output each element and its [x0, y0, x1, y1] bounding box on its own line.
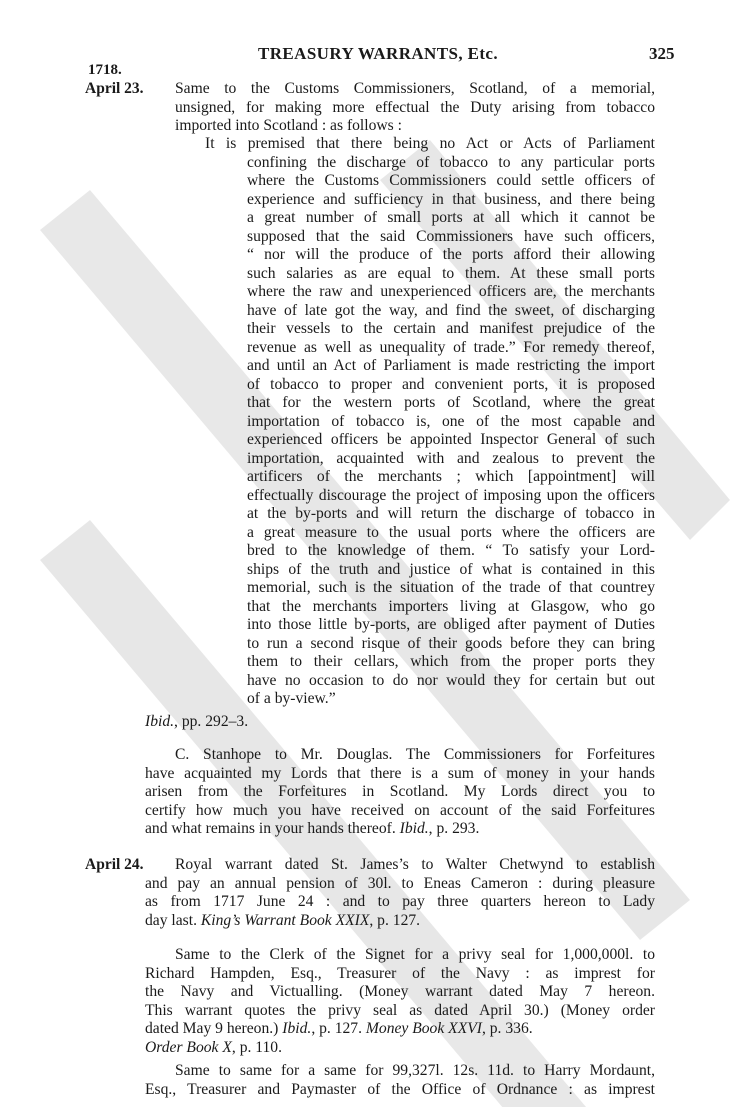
text-segment: day last. [145, 911, 197, 929]
entry-date: April 23. [85, 80, 144, 97]
memorial-quote [205, 135, 655, 709]
text-line: supposed that the said Commissioners have such officers, [247, 227, 655, 245]
text-line: have of late got the way, and find the sweet, of discharging [247, 301, 655, 319]
text-line: revenue as well as unequality of trade.” For remedy thereof, [247, 338, 655, 356]
text-line: have acquainted my Lords that there is a sum of money in your hands [145, 764, 655, 782]
running-header-title: TREASURY WARRANTS, Etc. [258, 44, 499, 63]
citation-ibid: Ibid. [145, 713, 175, 730]
entry-intro [175, 80, 655, 136]
text-line: where the raw and unexperienced officers are, the merchants [247, 283, 655, 300]
text-line: importation of tobacco is, one of the most capable and [247, 412, 655, 430]
citation-ibid: Ibid. [282, 1020, 312, 1037]
text-line: This warrant quotes the privy seal as dated April 30.) (Money order [145, 1001, 655, 1019]
citation-order-book: Order Book X [145, 1038, 232, 1056]
text-line: and pay an annual pension of 30l. to Eneas Cameron : during pleasure [145, 874, 655, 892]
text-line: certify how much you have received on account of the said Forfeitures [145, 801, 655, 819]
text-line: to run a second risque of their goods before they can bring [247, 634, 655, 652]
text-line: a great number of small ports at all which it cannot be [247, 209, 655, 226]
entry-ordnance [145, 1062, 655, 1099]
text-line: experienced officers be appointed Inspector General of such [247, 431, 655, 448]
text-line: ships of the truth and justice of what is contained in this [247, 560, 655, 578]
text-line: unsigned, for making more effectual the Duty arising from tobacco [175, 98, 655, 116]
text-line: “ nor will the produce of the ports afford their allowing [247, 246, 655, 263]
text-line: as from 1717 June 24 : and to pay three quarters hereon to Lady [145, 893, 655, 910]
text-line: Same to same for a same for 99,327l. 12s. 11d. to Harry Mordaunt, [175, 1062, 655, 1079]
text-line: C. Stanhope to Mr. Douglas. The Commissioners for Forfeitures [175, 746, 655, 763]
citation-page: , p. 293. [428, 820, 480, 837]
text-line [145, 1039, 655, 1058]
text-line [145, 1020, 655, 1039]
citation-page: , p. 110. [231, 1038, 283, 1056]
text-line: such salaries as are equal to them. At these small ports [247, 264, 655, 282]
citation-book: King’s Warrant Book XXIX [200, 911, 370, 929]
text-line: experience and sufficiency in that business, and there being [247, 190, 655, 208]
entry-date: April 24. [85, 856, 144, 873]
text-line: Same to the Customs Commissioners, Scotland, of a memorial, [175, 80, 655, 97]
text-line: It is premised that there being no Act or Acts of Parliament [205, 135, 655, 152]
text-line: the Navy and Victualling. (Money warrant dated May 7 hereon. [145, 983, 655, 1000]
text-line: and until an Act of Parliament is made restricting the import [247, 357, 655, 374]
text-line: importation, acquainted with and zealous to prevent the [247, 449, 655, 467]
citation-ibid: Ibid. [399, 820, 429, 837]
citation-page: , p. 336. [481, 1020, 533, 1037]
entry-privy-seal [145, 946, 655, 1057]
text-line: that for the western ports of Scotland, where the great [247, 394, 655, 411]
citation-page: , p. 127. [311, 1020, 362, 1037]
entry-stanhope [145, 746, 655, 839]
text-line: Royal warrant dated St. James’s to Walter Chetwynd to establish [175, 856, 655, 873]
text-line: Esq., Treasurer and Paymaster of the Office of Ordnance : as imprest [145, 1080, 655, 1098]
page-number: 325 [649, 44, 675, 63]
text-segment: and what remains in your hands thereof. [145, 820, 396, 837]
text-line: of tobacco to proper and convenient ports, it is proposed [247, 375, 655, 393]
text-line: Same to the Clerk of the Signet for a privy seal for 1,000,000l. to [175, 946, 655, 963]
citation-page: , p. 127. [369, 911, 421, 929]
text-line: at the by-ports and will return the discharge of tobacco in [247, 505, 655, 522]
text-line: of a by-view.” [247, 690, 336, 707]
text-line: where the Customs Commissioners could settle officers of [247, 172, 655, 189]
text-line [145, 820, 655, 839]
text-line: them to their cellars, which from the proper ports they [247, 653, 655, 670]
entry-royal-warrant [145, 856, 655, 930]
text-line: have no occasion to do nor would they for certain but out [247, 671, 655, 689]
text-line: memorial, such is the situation of the trade of that countrey [247, 579, 655, 596]
text-line: imported into Scotland : as follows : [175, 117, 402, 134]
citation [145, 713, 248, 732]
text-line: into those little by-ports, are obliged after payment of Duties [247, 616, 655, 633]
text-line: that the merchants importers living at Glasgow, who go [247, 597, 655, 615]
citation-money-book: Money Book XXVI [365, 1020, 482, 1037]
year-marginal: 1718. [88, 62, 122, 78]
text-segment: dated May 9 hereon.) [145, 1020, 279, 1037]
text-line: confining the discharge of tobacco to any particular ports [247, 153, 655, 171]
text-line: bred to the knowledge of them. “ To satisfy your Lord- [247, 542, 655, 559]
text-line: a great measure to the usual ports where the officers are [247, 523, 655, 541]
text-line: Richard Hampden, Esq., Treasurer of the Navy : as imprest for [145, 964, 655, 982]
text-line: artificers of the merchants ; which [appointment] will [247, 468, 655, 485]
text-line [145, 912, 655, 931]
citation-pages: , pp. 292–3. [174, 713, 249, 730]
text-line: their vessels to the certain and manifest prejudice of the [247, 320, 655, 337]
text-line: effectually discourage the project of imposing upon the officers [247, 486, 655, 504]
text-line: arisen from the Forfeitures in Scotland. My Lords direct you to [145, 783, 655, 800]
